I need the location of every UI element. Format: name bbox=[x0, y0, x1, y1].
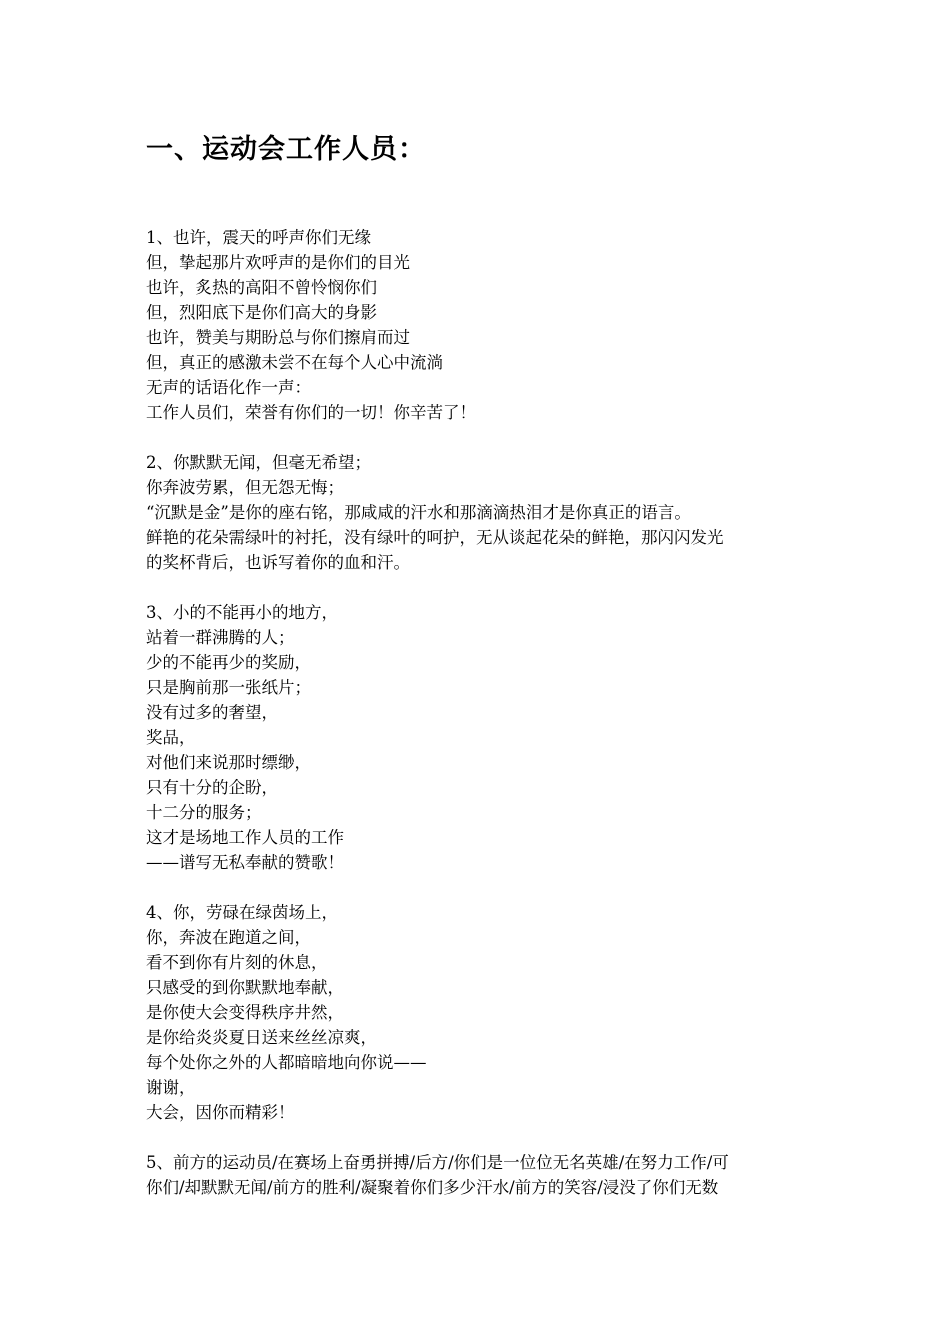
text-line: 你奔波劳累，但无怨无悔； bbox=[146, 478, 344, 497]
text-line: 你们/却默默无闻/前方的胜利/凝聚着你们多少汗水/前方的笑容/浸没了你们无数 bbox=[146, 1178, 719, 1197]
section-heading: 一、运动会工作人员： bbox=[146, 134, 426, 165]
text-line: 奖品， bbox=[146, 728, 196, 747]
paragraph-section-1 bbox=[146, 225, 826, 425]
text-line: 是你使大会变得秩序井然， bbox=[146, 1003, 344, 1022]
document-page bbox=[146, 130, 826, 1225]
text-line: 2、你默默无闻，但毫无希望； bbox=[146, 453, 371, 472]
text-line: ——谱写无私奉献的赞歌！ bbox=[146, 853, 344, 872]
text-line: 4、你，劳碌在绿茵场上， bbox=[146, 903, 338, 922]
paragraph-section-4 bbox=[146, 900, 826, 1125]
text-line: 少的不能再少的奖励， bbox=[146, 653, 311, 672]
text-line: 但，真正的感激未尝不在每个人心中流淌 bbox=[146, 353, 443, 372]
text-line: 对他们来说那时缥缈， bbox=[146, 753, 311, 772]
paragraph-section-3 bbox=[146, 600, 826, 875]
text-line: 你，奔波在跑道之间， bbox=[146, 928, 311, 947]
text-line: 只有十分的企盼， bbox=[146, 778, 278, 797]
text-line: 谢谢， bbox=[146, 1078, 196, 1097]
text-line: 是你给炎炎夏日送来丝丝凉爽， bbox=[146, 1028, 377, 1047]
text-line: 只是胸前那一张纸片； bbox=[146, 678, 311, 697]
text-line: 鲜艳的花朵需绿叶的衬托，没有绿叶的呵护，无从谈起花朵的鲜艳，那闪闪发光 bbox=[146, 528, 724, 547]
text-line: 工作人员们，荣誉有你们的一切！你辛苦了！ bbox=[146, 403, 476, 422]
text-line: 的奖杯背后，也诉写着你的血和汗。 bbox=[146, 553, 410, 572]
text-line: 也许，赞美与期盼总与你们擦肩而过 bbox=[146, 328, 410, 347]
text-line: 3、小的不能再小的地方， bbox=[146, 603, 338, 622]
text-line: 没有过多的奢望， bbox=[146, 703, 278, 722]
text-line: 大会，因你而精彩！ bbox=[146, 1103, 295, 1122]
document-body bbox=[146, 225, 826, 1200]
text-line: 但，挚起那片欢呼声的是你们的目光 bbox=[146, 253, 410, 272]
text-line: 但，烈阳底下是你们高大的身影 bbox=[146, 303, 377, 322]
text-line: “沉默是金”是你的座右铭，那咸咸的汗水和那滴滴热泪才是你真正的语言。 bbox=[146, 503, 691, 522]
text-line: 无声的话语化作一声： bbox=[146, 378, 311, 397]
text-line: 每个处你之外的人都暗暗地向你说—— bbox=[146, 1053, 427, 1072]
paragraph-section-5 bbox=[146, 1150, 826, 1200]
text-line: 也许，炙热的高阳不曾怜悯你们 bbox=[146, 278, 377, 297]
text-line: 1、也许，震天的呼声你们无缘 bbox=[146, 228, 371, 247]
text-line: 这才是场地工作人员的工作 bbox=[146, 828, 344, 847]
paragraph-section-2 bbox=[146, 450, 826, 575]
text-line: 十二分的服务； bbox=[146, 803, 262, 822]
text-line: 只感受的到你默默地奉献， bbox=[146, 978, 344, 997]
text-line: 5、前方的运动员/在赛场上奋勇拼搏/后方/你们是一位位无名英雄/在努力工作/可 bbox=[146, 1153, 729, 1172]
text-line: 站着一群沸腾的人； bbox=[146, 628, 295, 647]
text-line: 看不到你有片刻的休息， bbox=[146, 953, 328, 972]
